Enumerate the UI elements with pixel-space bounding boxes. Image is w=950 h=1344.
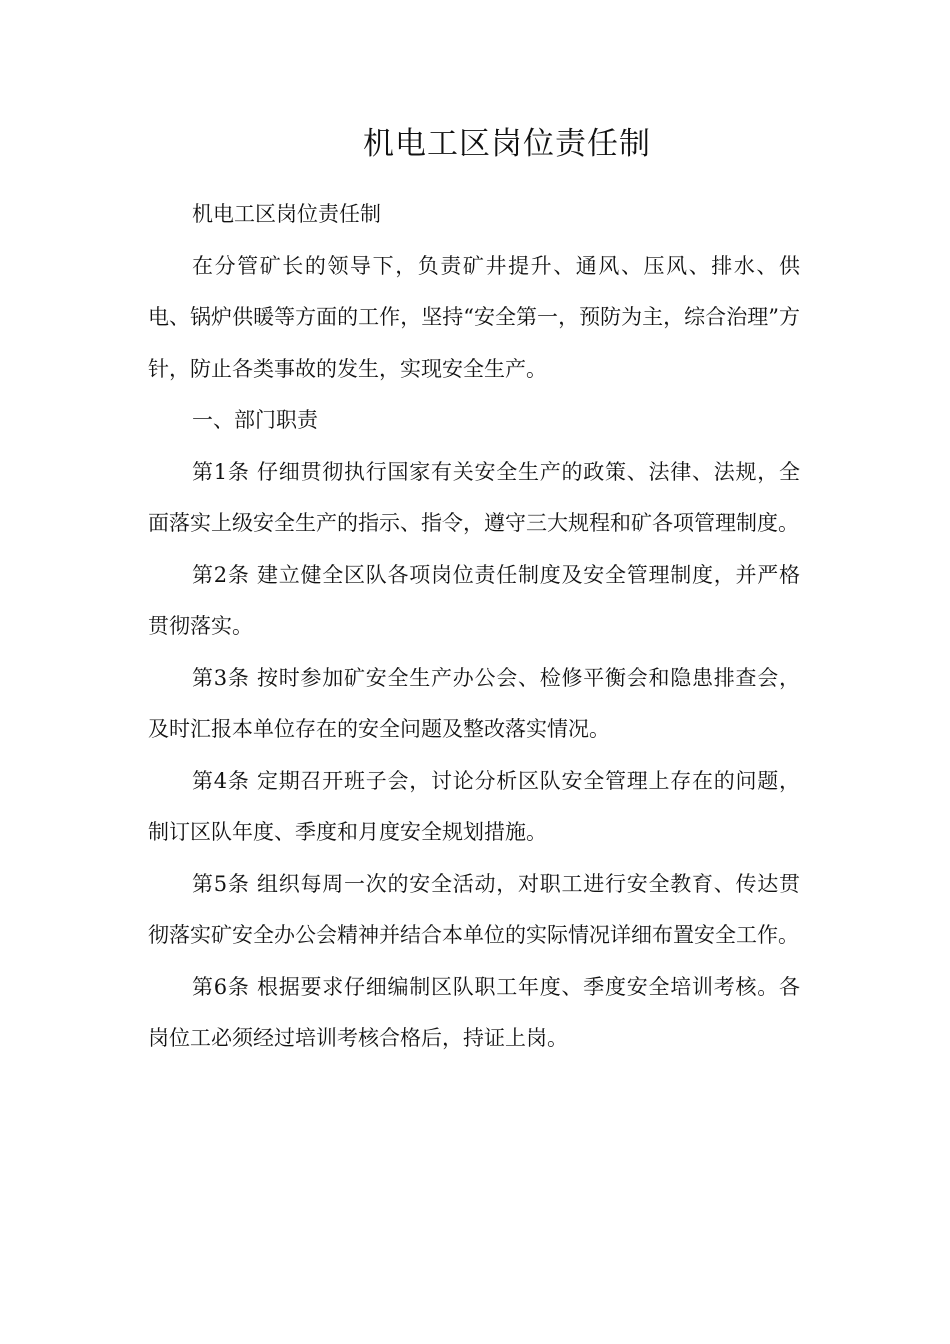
article-2: 第2条 建立健全区队各项岗位责任制度及安全管理制度，并严格贯彻落实。: [148, 562, 800, 638]
article-3: 第3条 按时参加矿安全生产办公会、检修平衡会和隐患排查会，及时汇报本单位存在的安全问题及整改落实情况。: [148, 665, 800, 741]
article-1: 第1条 仔细贯彻执行国家有关安全生产的政策、法律、法规，全面落实上级安全生产的指示、指令，遵守三大规程和矿各项管理制度。: [148, 459, 800, 535]
paragraph-subtitle: 机电工区岗位责任制: [192, 202, 381, 226]
document-body: [148, 189, 800, 1065]
article-6: 第6条 根据要求仔细编制区队职工年度、季度安全培训考核。各岗位工必须经过培训考核合格后，持证上岗。: [148, 974, 800, 1050]
section-heading: 一、部门职责: [192, 408, 318, 432]
article-4: 第4条 定期召开班子会，讨论分析区队安全管理上存在的问题，制订区队年度、季度和月度安全规划措施。: [148, 768, 800, 844]
article-5: 第5条 组织每周一次的安全活动，对职工进行安全教育、传达贯彻落实矿安全办公会精神并结合本单位的实际情况详细布置安全工作。: [148, 871, 800, 947]
document-title: 机电工区岗位责任制: [363, 126, 651, 162]
paragraph-intro: 在分管矿长的领导下，负责矿井提升、通风、压风、排水、供电、锅炉供暖等方面的工作，坚持“安全第一，预防为主，综合治理”方针，防止各类事故的发生，实现安全生产。: [148, 253, 800, 381]
